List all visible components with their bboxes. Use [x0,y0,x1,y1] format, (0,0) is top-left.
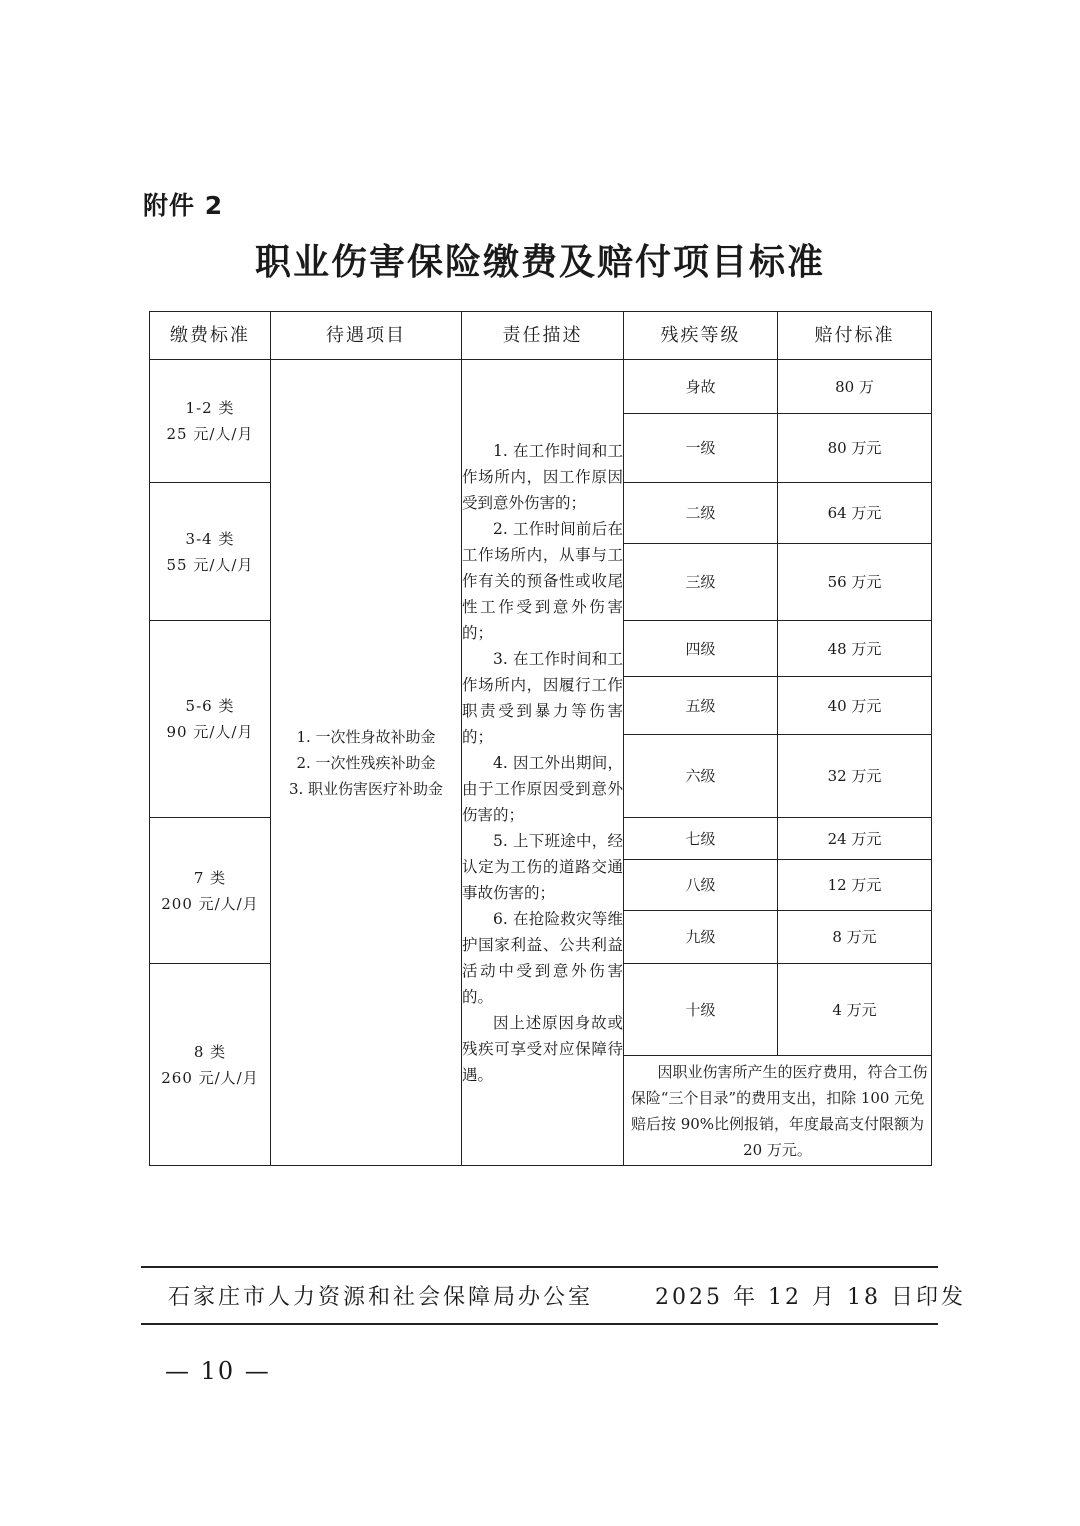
footer-issuer: 石家庄市人力资源和社会保障局办公室 [168,1285,594,1310]
category-fee: 55 元/人/月 [166,555,254,574]
category-fee: 200 元/人/月 [161,894,259,913]
category-fee: 260 元/人/月 [161,1068,259,1087]
category-fee: 90 元/人/月 [166,723,254,741]
category-class: 1-2 类 [185,399,235,417]
benefit-item: 3. 职业伤害医疗补助金 [288,779,444,798]
grade-level: 三级 [624,544,778,621]
attachment-label: 附件 2 [143,191,224,220]
benefit-item: 2. 一次性残疾补助金 [296,753,436,772]
grade-pay: 80 万元 [778,414,932,483]
duty-description-cell [462,360,624,1166]
duty-paragraph: 2. 工作时间前后在工作场所内，从事与工作有关的预备性或收尾性工作受到意外伤害的； [462,519,623,642]
header-fee-standard: 缴费标准 [150,312,271,360]
category-class: 8 类 [193,1042,227,1061]
table-row [150,360,932,414]
benefit-item: 1. 一次性身故补助金 [296,727,436,746]
grade-pay: 32 万元 [778,735,932,818]
footer-date: 2025 年 12 月 18 日印发 [655,1285,966,1310]
category-fee: 25 元/人/月 [166,425,254,443]
grade-level: 六级 [624,735,778,818]
category-class: 5-6 类 [185,697,235,715]
benefit-items-cell [271,360,462,1166]
grade-pay: 80 万 [778,360,932,414]
duty-paragraph: 3. 在工作时间和工作场所内，因履行工作职责受到暴力等伤害的； [462,649,623,746]
grade-pay: 40 万元 [778,677,932,735]
duty-paragraph: 4. 因工外出期间，由于工作原因受到意外伤害的； [462,753,623,824]
grade-level: 二级 [624,483,778,544]
footer-bottom-rule [141,1323,938,1325]
fee-category-4 [150,818,271,964]
grade-level: 五级 [624,677,778,735]
duty-paragraph: 1. 在工作时间和工作场所内，因工作原因受到意外伤害的； [462,441,623,512]
header-benefit-items: 待遇项目 [271,312,462,360]
duty-paragraph: 6. 在抢险救灾等维护国家利益、公共利益活动中受到意外伤害的。 [462,909,623,1006]
grade-level: 七级 [624,818,778,860]
header-disability-grade: 残疾等级 [624,312,778,360]
fee-category-1 [150,360,271,483]
category-class: 7 类 [193,868,227,887]
grade-pay: 56 万元 [778,544,932,621]
fee-category-5 [150,964,271,1166]
grade-level: 一级 [624,414,778,483]
header-compensation: 赔付标准 [778,312,932,360]
table-header-row [150,312,932,360]
grade-level: 身故 [624,360,778,414]
grade-pay: 64 万元 [778,483,932,544]
category-class: 3-4 类 [185,529,235,548]
grade-level: 四级 [624,621,778,677]
fee-category-3 [150,621,271,818]
footer-top-rule [141,1266,938,1268]
grade-pay: 4 万元 [778,964,932,1056]
grade-pay: 24 万元 [778,818,932,860]
grade-level: 十级 [624,964,778,1056]
duty-paragraph: 因上述原因身故或残疾可享受对应保障待遇。 [462,1013,623,1084]
fee-category-2 [150,483,271,621]
document-title: 职业伤害保险缴费及赔付项目标准 [254,242,825,283]
grade-pay: 8 万元 [778,911,932,964]
duty-paragraph: 5. 上下班途中，经认定为工伤的道路交通事故伤害的； [462,831,623,902]
page-number: — 10 — [165,1357,271,1385]
grade-pay: 12 万元 [778,860,932,911]
header-duty-description: 责任描述 [462,312,624,360]
grade-pay: 48 万元 [778,621,932,677]
grade-level: 九级 [624,911,778,964]
grade-level: 八级 [624,860,778,911]
medical-note: 因职业伤害所产生的医疗费用，符合工伤保险“三个目录”的费用支出，扣除 100 元免赔后按 90%比例报销，年度最高支付限额为 20 万元。 [624,1056,932,1166]
standards-table [149,311,932,1166]
